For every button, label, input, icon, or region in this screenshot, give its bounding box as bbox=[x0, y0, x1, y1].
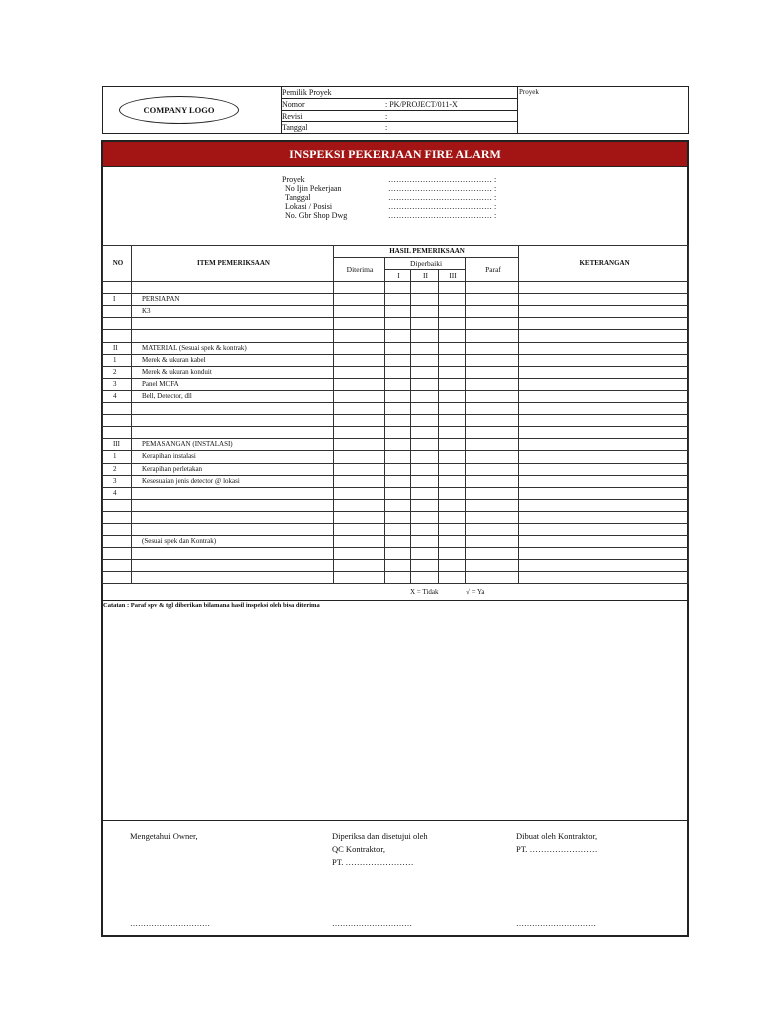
row-cell bbox=[385, 403, 411, 415]
row-cell bbox=[411, 282, 439, 294]
info-value: ………………………………… : bbox=[388, 193, 497, 202]
row-cell bbox=[466, 282, 519, 294]
row-cell bbox=[411, 487, 439, 499]
row-no bbox=[103, 415, 132, 427]
row-cell bbox=[385, 572, 411, 584]
row-item: Merek & ukuran konduit bbox=[132, 366, 334, 378]
row-cell bbox=[334, 294, 385, 306]
row-cell bbox=[519, 536, 689, 548]
row-cell bbox=[519, 318, 689, 330]
signature-line: QC Kontraktor, bbox=[332, 844, 386, 854]
row-item bbox=[132, 330, 334, 342]
table-row bbox=[103, 427, 689, 439]
row-cell bbox=[334, 415, 385, 427]
table-row bbox=[103, 511, 689, 523]
row-cell bbox=[334, 342, 385, 354]
row-item: (Sesuai spek dan Kontrak) bbox=[132, 536, 334, 548]
row-cell bbox=[439, 342, 466, 354]
row-no: II bbox=[103, 342, 132, 354]
row-no: 3 bbox=[103, 378, 132, 390]
signature-dots-owner: ………………………… bbox=[130, 919, 210, 928]
row-item bbox=[132, 487, 334, 499]
row-cell bbox=[519, 427, 689, 439]
signature-contractor bbox=[516, 832, 686, 854]
row-no bbox=[103, 403, 132, 415]
row-cell bbox=[466, 536, 519, 548]
signature-dots-qc: ………………………… bbox=[332, 919, 412, 928]
table-row bbox=[103, 451, 689, 463]
row-no bbox=[103, 306, 132, 318]
info-row bbox=[282, 212, 522, 221]
info-label: Proyek bbox=[282, 175, 305, 184]
header-box bbox=[102, 86, 689, 134]
row-cell bbox=[411, 560, 439, 572]
row-item bbox=[132, 403, 334, 415]
row-cell bbox=[519, 499, 689, 511]
row-cell bbox=[334, 572, 385, 584]
table-row bbox=[103, 439, 689, 451]
row-cell bbox=[385, 451, 411, 463]
row-cell bbox=[439, 499, 466, 511]
row-cell bbox=[385, 294, 411, 306]
row-cell bbox=[466, 511, 519, 523]
row-cell bbox=[411, 306, 439, 318]
row-cell bbox=[411, 415, 439, 427]
row-no bbox=[103, 536, 132, 548]
legend-x: X = Tidak bbox=[410, 588, 439, 596]
row-cell bbox=[519, 415, 689, 427]
row-item bbox=[132, 560, 334, 572]
row-cell bbox=[466, 523, 519, 535]
table-row bbox=[103, 415, 689, 427]
row-cell bbox=[519, 463, 689, 475]
row-cell bbox=[519, 548, 689, 560]
row-cell bbox=[466, 378, 519, 390]
row-cell bbox=[334, 487, 385, 499]
row-item: Panel MCFA bbox=[132, 378, 334, 390]
col-header-sub-i: I bbox=[385, 270, 411, 282]
row-cell bbox=[411, 390, 439, 402]
row-cell bbox=[385, 523, 411, 535]
row-no bbox=[103, 499, 132, 511]
row-no: 3 bbox=[103, 475, 132, 487]
row-cell bbox=[385, 415, 411, 427]
row-item bbox=[132, 499, 334, 511]
row-no bbox=[103, 427, 132, 439]
row-cell bbox=[439, 572, 466, 584]
row-cell bbox=[385, 548, 411, 560]
row-item: PERSIAPAN bbox=[132, 294, 334, 306]
table-row bbox=[103, 354, 689, 366]
signature-line: Dibuat oleh Kontraktor, bbox=[516, 831, 598, 841]
row-cell bbox=[466, 427, 519, 439]
row-cell bbox=[439, 403, 466, 415]
row-cell bbox=[334, 330, 385, 342]
row-item bbox=[132, 318, 334, 330]
row-cell bbox=[334, 378, 385, 390]
info-label: No. Gbr Shop Dwg bbox=[285, 211, 348, 220]
row-cell bbox=[385, 487, 411, 499]
legend-v: √ = Ya bbox=[466, 588, 485, 596]
row-cell bbox=[411, 523, 439, 535]
row-cell bbox=[519, 560, 689, 572]
table-row bbox=[103, 330, 689, 342]
row-cell bbox=[439, 523, 466, 535]
row-cell bbox=[466, 366, 519, 378]
field-label: Revisi bbox=[282, 112, 303, 121]
row-cell bbox=[466, 439, 519, 451]
row-cell bbox=[466, 390, 519, 402]
row-cell bbox=[385, 427, 411, 439]
row-cell bbox=[519, 451, 689, 463]
field-value: : bbox=[385, 123, 388, 132]
row-cell bbox=[439, 415, 466, 427]
field-tanggal bbox=[281, 122, 517, 133]
signature-dots-contractor: ………………………… bbox=[516, 919, 596, 928]
row-cell bbox=[411, 330, 439, 342]
row-cell bbox=[439, 378, 466, 390]
row-no: 4 bbox=[103, 390, 132, 402]
row-cell bbox=[334, 439, 385, 451]
row-cell bbox=[466, 330, 519, 342]
row-cell bbox=[385, 475, 411, 487]
field-pemilik bbox=[281, 87, 517, 99]
row-cell bbox=[439, 511, 466, 523]
field-value: : PK/PROJECT/011-X bbox=[385, 100, 458, 109]
row-cell bbox=[466, 451, 519, 463]
row-cell bbox=[439, 475, 466, 487]
header-fields bbox=[281, 87, 518, 133]
row-no: 1 bbox=[103, 451, 132, 463]
row-cell bbox=[411, 378, 439, 390]
row-cell bbox=[519, 523, 689, 535]
row-cell bbox=[411, 463, 439, 475]
row-no: 2 bbox=[103, 366, 132, 378]
table-row bbox=[103, 487, 689, 499]
row-cell bbox=[466, 548, 519, 560]
row-cell bbox=[411, 294, 439, 306]
col-header-sub-ii: II bbox=[411, 270, 439, 282]
project-label: Proyek bbox=[519, 88, 539, 96]
row-cell bbox=[519, 282, 689, 294]
row-cell bbox=[519, 330, 689, 342]
row-cell bbox=[385, 342, 411, 354]
row-cell bbox=[334, 463, 385, 475]
table-row bbox=[103, 572, 689, 584]
row-cell bbox=[439, 390, 466, 402]
note-text: Catatan : Paraf spv & tgl diberikan bilamana hasil inspeksi oleh bisa diterima bbox=[103, 602, 320, 609]
table-row bbox=[103, 536, 689, 548]
row-cell bbox=[466, 306, 519, 318]
signature-line: PT. …………………… bbox=[332, 857, 414, 867]
row-cell bbox=[439, 463, 466, 475]
row-cell bbox=[385, 560, 411, 572]
company-logo-text: COMPANY LOGO bbox=[143, 104, 215, 115]
table-row bbox=[103, 306, 689, 318]
row-cell bbox=[334, 403, 385, 415]
row-cell bbox=[519, 342, 689, 354]
col-header-item: ITEM PEMERIKSAAN bbox=[132, 246, 334, 282]
row-cell bbox=[334, 523, 385, 535]
col-header-diterima: Diterima bbox=[334, 258, 385, 282]
info-label: No Ijin Pekerjaan bbox=[285, 184, 342, 193]
table-row bbox=[103, 318, 689, 330]
signature-qc bbox=[332, 832, 512, 867]
row-item bbox=[132, 427, 334, 439]
row-cell bbox=[334, 499, 385, 511]
field-value: : bbox=[385, 112, 388, 121]
row-cell bbox=[385, 366, 411, 378]
row-cell bbox=[385, 499, 411, 511]
row-cell bbox=[466, 354, 519, 366]
row-item: K3 bbox=[132, 306, 334, 318]
signature-line: Diperiksa dan disetujui oleh bbox=[332, 831, 428, 841]
row-cell bbox=[334, 475, 385, 487]
form-title: INSPEKSI PEKERJAAN FIRE ALARM bbox=[289, 146, 501, 161]
row-cell bbox=[466, 572, 519, 584]
signature-line: PT. …………………… bbox=[516, 844, 598, 854]
row-cell bbox=[519, 487, 689, 499]
col-header-hasil: HASIL PEMERIKSAAN bbox=[334, 246, 519, 258]
info-block bbox=[282, 176, 522, 221]
info-label: Lokasi / Posisi bbox=[285, 202, 333, 211]
row-item bbox=[132, 415, 334, 427]
row-cell bbox=[439, 318, 466, 330]
row-cell bbox=[411, 403, 439, 415]
table-row bbox=[103, 282, 689, 294]
row-no bbox=[103, 282, 132, 294]
info-value: ………………………………… : bbox=[388, 184, 497, 193]
inspection-table bbox=[102, 245, 689, 584]
row-item: Merek & ukuran kabel bbox=[132, 354, 334, 366]
row-no: I bbox=[103, 294, 132, 306]
row-cell bbox=[466, 342, 519, 354]
table-row bbox=[103, 475, 689, 487]
row-cell bbox=[385, 511, 411, 523]
info-value: ………………………………… : bbox=[388, 202, 497, 211]
row-cell bbox=[411, 511, 439, 523]
row-cell bbox=[411, 499, 439, 511]
info-label: Tanggal bbox=[285, 193, 311, 202]
col-header-paraf: Paraf bbox=[466, 258, 519, 282]
row-cell bbox=[385, 318, 411, 330]
table-row bbox=[103, 378, 689, 390]
row-cell bbox=[385, 354, 411, 366]
row-no bbox=[103, 548, 132, 560]
row-cell bbox=[519, 403, 689, 415]
table-row bbox=[103, 548, 689, 560]
table-row bbox=[103, 560, 689, 572]
row-cell bbox=[519, 511, 689, 523]
row-cell bbox=[334, 282, 385, 294]
row-cell bbox=[519, 439, 689, 451]
row-cell bbox=[466, 560, 519, 572]
row-item bbox=[132, 523, 334, 535]
field-revisi bbox=[281, 111, 517, 122]
row-cell bbox=[334, 318, 385, 330]
col-header-keterangan: KETERANGAN bbox=[519, 246, 689, 282]
row-cell bbox=[411, 548, 439, 560]
field-label: Tanggal bbox=[282, 123, 308, 132]
logo-cell bbox=[103, 87, 282, 133]
signature-owner bbox=[130, 832, 310, 841]
row-cell bbox=[519, 354, 689, 366]
row-cell bbox=[466, 499, 519, 511]
row-no: 2 bbox=[103, 463, 132, 475]
row-cell bbox=[519, 366, 689, 378]
col-header-no: NO bbox=[103, 246, 132, 282]
row-cell bbox=[466, 403, 519, 415]
row-cell bbox=[411, 318, 439, 330]
row-cell bbox=[334, 427, 385, 439]
row-cell bbox=[466, 463, 519, 475]
table-row bbox=[103, 499, 689, 511]
row-cell bbox=[439, 427, 466, 439]
field-label: Pemilik Proyek bbox=[282, 88, 332, 97]
row-item: Bell, Detector, dll bbox=[132, 390, 334, 402]
row-cell bbox=[411, 536, 439, 548]
table-row bbox=[103, 403, 689, 415]
row-cell bbox=[439, 560, 466, 572]
row-cell bbox=[439, 354, 466, 366]
row-item bbox=[132, 548, 334, 560]
row-cell bbox=[519, 475, 689, 487]
row-item: Kerapihan instalasi bbox=[132, 451, 334, 463]
row-cell bbox=[439, 306, 466, 318]
row-no bbox=[103, 560, 132, 572]
row-cell bbox=[411, 439, 439, 451]
row-cell bbox=[411, 451, 439, 463]
row-no bbox=[103, 523, 132, 535]
table-row bbox=[103, 294, 689, 306]
row-cell bbox=[334, 451, 385, 463]
row-item: Kesesuaian jenis detector @ lokasi bbox=[132, 475, 334, 487]
row-cell bbox=[385, 306, 411, 318]
note-box bbox=[102, 600, 688, 821]
row-item bbox=[132, 282, 334, 294]
row-cell bbox=[466, 318, 519, 330]
row-no: 1 bbox=[103, 354, 132, 366]
row-cell bbox=[385, 330, 411, 342]
row-cell bbox=[439, 330, 466, 342]
table-row bbox=[103, 523, 689, 535]
row-no bbox=[103, 511, 132, 523]
row-cell bbox=[334, 390, 385, 402]
company-logo bbox=[119, 96, 239, 124]
row-no bbox=[103, 318, 132, 330]
row-no: 4 bbox=[103, 487, 132, 499]
row-cell bbox=[466, 487, 519, 499]
table-row bbox=[103, 463, 689, 475]
row-cell bbox=[439, 487, 466, 499]
title-bar bbox=[103, 142, 687, 167]
table-row bbox=[103, 342, 689, 354]
row-no bbox=[103, 572, 132, 584]
row-cell bbox=[439, 451, 466, 463]
field-nomor bbox=[281, 99, 517, 111]
row-cell bbox=[439, 439, 466, 451]
row-cell bbox=[334, 536, 385, 548]
row-cell bbox=[439, 294, 466, 306]
row-cell bbox=[385, 282, 411, 294]
row-cell bbox=[466, 415, 519, 427]
row-no bbox=[103, 330, 132, 342]
row-cell bbox=[439, 548, 466, 560]
row-cell bbox=[411, 342, 439, 354]
row-item: Kerapihan perletakan bbox=[132, 463, 334, 475]
row-cell bbox=[519, 572, 689, 584]
row-cell bbox=[519, 390, 689, 402]
row-cell bbox=[385, 536, 411, 548]
row-cell bbox=[411, 427, 439, 439]
row-cell bbox=[466, 475, 519, 487]
row-cell bbox=[385, 390, 411, 402]
row-cell bbox=[519, 378, 689, 390]
row-cell bbox=[334, 366, 385, 378]
row-cell bbox=[385, 439, 411, 451]
col-header-diperbaiki: Diperbaiki bbox=[385, 258, 466, 270]
table-row bbox=[103, 366, 689, 378]
signature-line: Mengetahui Owner, bbox=[130, 831, 198, 841]
row-item: MATERIAL (Sesuai spek & kontrak) bbox=[132, 342, 334, 354]
info-value: ………………………………… : bbox=[388, 211, 497, 220]
row-cell bbox=[411, 475, 439, 487]
row-item bbox=[132, 511, 334, 523]
table-row bbox=[103, 390, 689, 402]
row-cell bbox=[334, 511, 385, 523]
row-cell bbox=[439, 536, 466, 548]
row-cell bbox=[519, 294, 689, 306]
row-cell bbox=[334, 548, 385, 560]
row-cell bbox=[519, 306, 689, 318]
row-item: PEMASANGAN (INSTALASI) bbox=[132, 439, 334, 451]
row-cell bbox=[334, 306, 385, 318]
field-label: Nomor bbox=[282, 100, 305, 109]
row-cell bbox=[411, 572, 439, 584]
row-cell bbox=[334, 354, 385, 366]
row-cell bbox=[439, 282, 466, 294]
row-cell bbox=[411, 366, 439, 378]
row-cell bbox=[385, 463, 411, 475]
row-cell bbox=[411, 354, 439, 366]
row-cell bbox=[466, 294, 519, 306]
col-header-sub-iii: III bbox=[439, 270, 466, 282]
row-cell bbox=[334, 560, 385, 572]
row-cell bbox=[439, 366, 466, 378]
info-value: ………………………………… : bbox=[388, 175, 497, 184]
row-item bbox=[132, 572, 334, 584]
row-cell bbox=[385, 378, 411, 390]
row-no: III bbox=[103, 439, 132, 451]
